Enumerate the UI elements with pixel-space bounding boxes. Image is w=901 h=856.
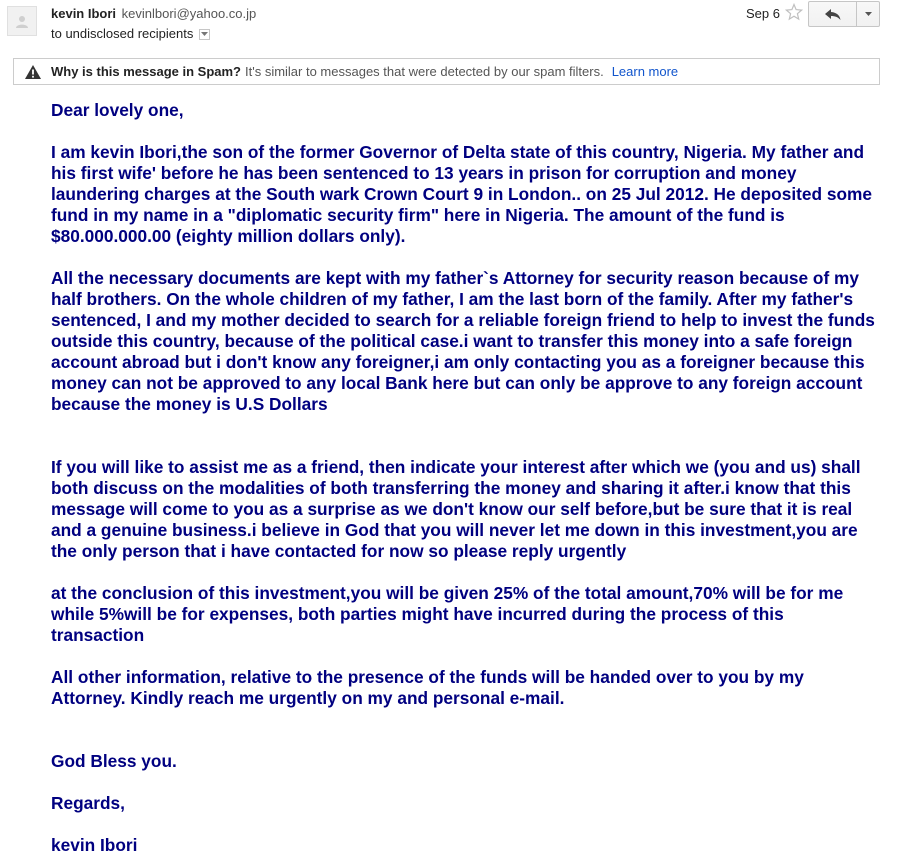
warning-icon [25, 65, 41, 79]
blessing: God Bless you. [51, 751, 177, 771]
paragraph-4: at the conclusion of this investment,you will be given 25% of the total amount,70% will be for me while 5%will be for expenses, both parties might have incurred during the process of this transaction [51, 583, 844, 645]
greeting: Dear lovely one, [51, 100, 184, 120]
sender-avatar [7, 6, 37, 36]
learn-more-link[interactable]: Learn more [611, 64, 679, 79]
paragraph-3: If you will like to assist me as a friend, then indicate your interest after which we (you and us) shall both discuss on the modalities of both transferring the money and sharing it after.i know that this message will come to you as a surprise as we don't know our self before,but be sure that it is real and a genuine business.i believe in God that you will never let me down in this investment,you are the only person that i have contacted for now so please reply urgently [51, 457, 861, 561]
message-body [51, 100, 881, 856]
message-date: Sep 6 [746, 6, 780, 21]
reply-button[interactable] [808, 1, 857, 27]
recipients-line [51, 26, 210, 42]
spam-explanation: It's similar to messages that were detected by our spam filters. [245, 64, 604, 79]
regards: Regards, [51, 793, 125, 813]
paragraph-2: All the necessary documents are kept with my father`s Attorney for security reason because of my half brothers. On the whole children of my father, I am the last born of the family. After my father's sentenced, I and my mother decided to search for a reliable foreign friend to help to invest the funds outside this country, because of the political case.i want to transfer this money into a safe foreign account abroad but i don't know any foreigner,i am only contacting you as a foreigner because this money can not be approved to any local Bank here but can only be approve to any foreign account because the money is U.S Dollars [51, 268, 875, 414]
recipients-text: to undisclosed recipients [51, 26, 194, 41]
star-button[interactable] [785, 3, 803, 23]
sender-name[interactable]: kevin Ibori [51, 6, 117, 21]
star-icon [785, 3, 803, 21]
spam-notice-bar [13, 58, 880, 85]
caret-down-icon [201, 32, 208, 36]
paragraph-5: All other information, relative to the presence of the funds will be handed over to you by my Attorney. Kindly reach me urgently on my and personal e-mail. [51, 667, 804, 708]
sender-email: kevinlbori@yahoo.co.jp [121, 6, 257, 21]
sender-line [51, 6, 256, 22]
reply-icon [825, 9, 841, 20]
paragraph-1: I am kevin Ibori,the son of the former Governor of Delta state of this country, Nigeria. My father and his first wife' before he has been sentenced to 13 years in prison for corruption and money laundering charges at the South wark Crown Court 9 in London.. on 25 Jul 2012. He deposited some fund in my name in a "diplomatic security firm" here in Nigeria. The amount of the fund is $80.000.000.00 (eighty million dollars only). [51, 142, 872, 246]
recipients-details-toggle[interactable] [199, 29, 210, 40]
spam-question: Why is this message in Spam? [51, 64, 241, 79]
person-icon [16, 15, 28, 28]
signature: kevin Ibori [51, 835, 138, 855]
more-options-button[interactable] [856, 1, 880, 27]
chevron-down-icon [865, 12, 872, 16]
